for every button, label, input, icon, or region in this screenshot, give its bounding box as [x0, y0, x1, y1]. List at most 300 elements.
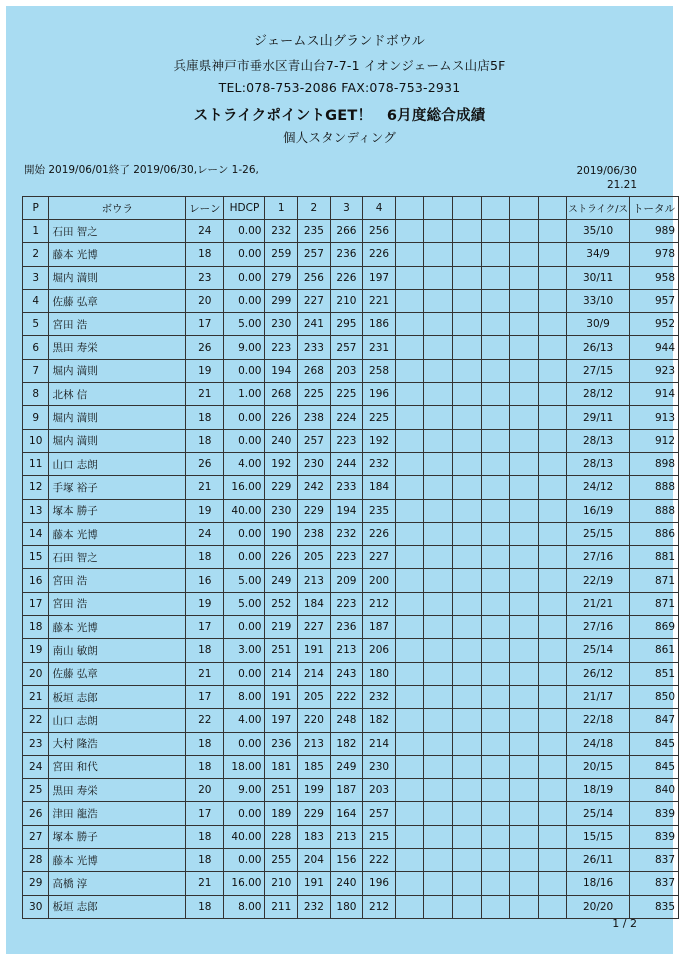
empty-cell	[424, 359, 453, 382]
lane-cell: 18	[186, 895, 224, 918]
empty-cell	[481, 522, 510, 545]
game3-cell: 223	[330, 546, 363, 569]
game3-cell: 187	[330, 779, 363, 802]
hdcp-cell: 4.00	[224, 709, 265, 732]
game1-cell: 226	[265, 406, 298, 429]
position-cell: 10	[23, 429, 49, 452]
game4-cell: 226	[363, 243, 396, 266]
game3-cell: 233	[330, 476, 363, 499]
empty-cell	[424, 406, 453, 429]
total-cell: 978	[629, 243, 678, 266]
empty-cell	[424, 825, 453, 848]
empty-cell	[538, 406, 567, 429]
bowler-name-cell: 堀内 満則	[49, 359, 186, 382]
table-row	[23, 662, 679, 685]
game3-cell: 213	[330, 825, 363, 848]
game1-cell: 189	[265, 802, 298, 825]
empty-cell	[510, 546, 539, 569]
empty-cell	[481, 429, 510, 452]
game4-cell: 180	[363, 662, 396, 685]
empty-cell	[510, 825, 539, 848]
game3-cell: 222	[330, 685, 363, 708]
game2-cell: 232	[298, 895, 331, 918]
game3-cell: 236	[330, 243, 363, 266]
empty-cell	[481, 266, 510, 289]
empty-cell	[424, 499, 453, 522]
empty-cell	[510, 872, 539, 895]
total-cell: 837	[629, 849, 678, 872]
empty-cell	[395, 825, 424, 848]
bowler-name-cell: 宮田 和代	[49, 755, 186, 778]
table-row	[23, 289, 679, 312]
game3-cell: 194	[330, 499, 363, 522]
game1-cell: 251	[265, 639, 298, 662]
game3-cell: 225	[330, 383, 363, 406]
strike-cell: 22/18	[567, 709, 630, 732]
table-row	[23, 429, 679, 452]
game3-cell: 203	[330, 359, 363, 382]
empty-cell	[395, 709, 424, 732]
empty-cell	[424, 849, 453, 872]
empty-cell	[395, 732, 424, 755]
empty-cell	[538, 243, 567, 266]
hdcp-cell: 0.00	[224, 522, 265, 545]
table-row	[23, 336, 679, 359]
position-cell: 26	[23, 802, 49, 825]
game1-cell: 210	[265, 872, 298, 895]
game4-cell: 186	[363, 313, 396, 336]
empty-cell	[510, 406, 539, 429]
game4-cell: 227	[363, 546, 396, 569]
col-header-empty	[424, 197, 453, 220]
empty-cell	[510, 709, 539, 732]
total-cell: 881	[629, 546, 678, 569]
bowler-name-cell: 堀内 満則	[49, 429, 186, 452]
empty-cell	[452, 522, 481, 545]
total-cell: 914	[629, 383, 678, 406]
table-row	[23, 313, 679, 336]
empty-cell	[538, 429, 567, 452]
game1-cell: 249	[265, 569, 298, 592]
position-cell: 25	[23, 779, 49, 802]
empty-cell	[452, 755, 481, 778]
bowler-name-cell: 津田 龍浩	[49, 802, 186, 825]
lane-cell: 20	[186, 779, 224, 802]
hdcp-cell: 18.00	[224, 755, 265, 778]
bowler-name-cell: 石田 智之	[49, 546, 186, 569]
game2-cell: 204	[298, 849, 331, 872]
lane-cell: 21	[186, 662, 224, 685]
game2-cell: 225	[298, 383, 331, 406]
total-cell: 871	[629, 592, 678, 615]
strike-cell: 20/20	[567, 895, 630, 918]
bowler-name-cell: 藤本 光博	[49, 616, 186, 639]
lane-cell: 17	[186, 685, 224, 708]
game1-cell: 219	[265, 616, 298, 639]
empty-cell	[510, 802, 539, 825]
empty-cell	[481, 289, 510, 312]
hdcp-cell: 9.00	[224, 779, 265, 802]
game4-cell: 215	[363, 825, 396, 848]
hdcp-cell: 16.00	[224, 872, 265, 895]
empty-cell	[510, 662, 539, 685]
position-cell: 1	[23, 220, 49, 243]
game4-cell: 232	[363, 685, 396, 708]
strike-cell: 27/16	[567, 546, 630, 569]
empty-cell	[481, 639, 510, 662]
total-cell: 923	[629, 359, 678, 382]
position-cell: 3	[23, 266, 49, 289]
strike-cell: 24/18	[567, 732, 630, 755]
game1-cell: 194	[265, 359, 298, 382]
game1-cell: 228	[265, 825, 298, 848]
empty-cell	[395, 336, 424, 359]
empty-cell	[424, 289, 453, 312]
game4-cell: 212	[363, 895, 396, 918]
game3-cell: 223	[330, 429, 363, 452]
hdcp-cell: 40.00	[224, 825, 265, 848]
strike-cell: 16/19	[567, 499, 630, 522]
game4-cell: 235	[363, 499, 396, 522]
empty-cell	[538, 569, 567, 592]
print-date: 2019/06/30	[576, 165, 637, 177]
total-cell: 898	[629, 452, 678, 475]
hdcp-cell: 8.00	[224, 685, 265, 708]
hdcp-cell: 5.00	[224, 592, 265, 615]
venue-contact: TEL:078-753-2086 FAX:078-753-2931	[218, 80, 461, 95]
empty-cell	[452, 709, 481, 732]
bowler-name-cell: 堀内 満則	[49, 266, 186, 289]
empty-cell	[538, 452, 567, 475]
game2-cell: 235	[298, 220, 331, 243]
empty-cell	[395, 872, 424, 895]
empty-cell	[538, 639, 567, 662]
empty-cell	[538, 592, 567, 615]
empty-cell	[395, 662, 424, 685]
empty-cell	[452, 336, 481, 359]
empty-cell	[538, 336, 567, 359]
bowler-name-cell: 黒田 寿栄	[49, 779, 186, 802]
game1-cell: 240	[265, 429, 298, 452]
bowler-name-cell: 石田 智之	[49, 220, 186, 243]
empty-cell	[538, 662, 567, 685]
game3-cell: 213	[330, 639, 363, 662]
game1-cell: 255	[265, 849, 298, 872]
empty-cell	[538, 359, 567, 382]
empty-cell	[452, 499, 481, 522]
period-info: 開始 2019/06/01終了 2019/06/30,レーン 1-26,	[24, 164, 259, 176]
table-row	[23, 569, 679, 592]
empty-cell	[481, 243, 510, 266]
game4-cell: 203	[363, 779, 396, 802]
empty-cell	[481, 849, 510, 872]
game3-cell: 249	[330, 755, 363, 778]
game4-cell: 206	[363, 639, 396, 662]
game2-cell: 230	[298, 452, 331, 475]
position-cell: 17	[23, 592, 49, 615]
total-cell: 847	[629, 709, 678, 732]
game1-cell: 279	[265, 266, 298, 289]
lane-cell: 18	[186, 429, 224, 452]
strike-cell: 35/10	[567, 220, 630, 243]
game1-cell: 252	[265, 592, 298, 615]
bowler-name-cell: 高橋 淳	[49, 872, 186, 895]
empty-cell	[510, 849, 539, 872]
position-cell: 22	[23, 709, 49, 732]
position-cell: 16	[23, 569, 49, 592]
empty-cell	[395, 359, 424, 382]
lane-cell: 16	[186, 569, 224, 592]
total-cell: 845	[629, 755, 678, 778]
lane-cell: 18	[186, 849, 224, 872]
empty-cell	[452, 313, 481, 336]
col-header-bowler: ボウラ	[49, 197, 186, 220]
empty-cell	[424, 755, 453, 778]
col-header-strike: ストライク/ス	[567, 197, 630, 220]
empty-cell	[452, 243, 481, 266]
game4-cell: 221	[363, 289, 396, 312]
strike-cell: 15/15	[567, 825, 630, 848]
total-cell: 839	[629, 802, 678, 825]
game1-cell: 197	[265, 709, 298, 732]
empty-cell	[538, 732, 567, 755]
col-header-game2: 2	[298, 197, 331, 220]
empty-cell	[481, 569, 510, 592]
game3-cell: 257	[330, 336, 363, 359]
position-cell: 14	[23, 522, 49, 545]
strike-cell: 18/16	[567, 872, 630, 895]
empty-cell	[452, 685, 481, 708]
col-header-game3: 3	[330, 197, 363, 220]
total-cell: 869	[629, 616, 678, 639]
empty-cell	[395, 802, 424, 825]
lane-cell: 21	[186, 476, 224, 499]
table-row	[23, 592, 679, 615]
game3-cell: 182	[330, 732, 363, 755]
venue-name: ジェームス山グランドボウル	[254, 34, 425, 49]
empty-cell	[538, 476, 567, 499]
empty-cell	[538, 266, 567, 289]
game2-cell: 213	[298, 569, 331, 592]
game2-cell: 205	[298, 546, 331, 569]
empty-cell	[481, 476, 510, 499]
bowler-name-cell: 山口 志朗	[49, 709, 186, 732]
position-cell: 11	[23, 452, 49, 475]
game4-cell: 258	[363, 359, 396, 382]
bowler-name-cell: 塚本 勝子	[49, 499, 186, 522]
empty-cell	[510, 685, 539, 708]
game1-cell: 226	[265, 546, 298, 569]
hdcp-cell: 5.00	[224, 569, 265, 592]
lane-cell: 18	[186, 546, 224, 569]
game1-cell: 229	[265, 476, 298, 499]
empty-cell	[452, 406, 481, 429]
empty-cell	[395, 243, 424, 266]
game3-cell: 243	[330, 662, 363, 685]
game4-cell: 230	[363, 755, 396, 778]
empty-cell	[395, 895, 424, 918]
game2-cell: 229	[298, 802, 331, 825]
game2-cell: 213	[298, 732, 331, 755]
position-cell: 12	[23, 476, 49, 499]
game2-cell: 229	[298, 499, 331, 522]
table-row	[23, 849, 679, 872]
game1-cell: 230	[265, 499, 298, 522]
col-header-game1: 1	[265, 197, 298, 220]
empty-cell	[452, 639, 481, 662]
total-cell: 888	[629, 499, 678, 522]
hdcp-cell: 9.00	[224, 336, 265, 359]
empty-cell	[481, 220, 510, 243]
position-cell: 24	[23, 755, 49, 778]
game1-cell: 299	[265, 289, 298, 312]
total-cell: 835	[629, 895, 678, 918]
strike-cell: 27/15	[567, 359, 630, 382]
bowler-name-cell: 宮田 浩	[49, 569, 186, 592]
strike-cell: 26/13	[567, 336, 630, 359]
table-header-row	[23, 197, 679, 220]
strike-cell: 22/19	[567, 569, 630, 592]
empty-cell	[395, 685, 424, 708]
empty-cell	[395, 499, 424, 522]
position-cell: 5	[23, 313, 49, 336]
bowler-name-cell: 藤本 光博	[49, 849, 186, 872]
table-row	[23, 359, 679, 382]
empty-cell	[538, 825, 567, 848]
empty-cell	[395, 266, 424, 289]
game3-cell: 266	[330, 220, 363, 243]
lane-cell: 18	[186, 243, 224, 266]
game2-cell: 185	[298, 755, 331, 778]
game3-cell: 210	[330, 289, 363, 312]
position-cell: 27	[23, 825, 49, 848]
strike-cell: 28/13	[567, 429, 630, 452]
empty-cell	[452, 383, 481, 406]
empty-cell	[452, 616, 481, 639]
bowler-name-cell: 大村 隆浩	[49, 732, 186, 755]
game1-cell: 192	[265, 452, 298, 475]
lane-cell: 20	[186, 289, 224, 312]
strike-cell: 25/14	[567, 802, 630, 825]
empty-cell	[424, 616, 453, 639]
empty-cell	[510, 779, 539, 802]
game4-cell: 196	[363, 872, 396, 895]
empty-cell	[452, 452, 481, 475]
hdcp-cell: 0.00	[224, 429, 265, 452]
total-cell: 839	[629, 825, 678, 848]
empty-cell	[510, 476, 539, 499]
hdcp-cell: 0.00	[224, 243, 265, 266]
empty-cell	[510, 499, 539, 522]
empty-cell	[481, 452, 510, 475]
empty-cell	[510, 522, 539, 545]
hdcp-cell: 0.00	[224, 616, 265, 639]
bowler-name-cell: 佐藤 弘章	[49, 289, 186, 312]
game2-cell: 242	[298, 476, 331, 499]
bowler-name-cell: 宮田 浩	[49, 313, 186, 336]
hdcp-cell: 0.00	[224, 732, 265, 755]
col-header-total: トータル	[629, 197, 678, 220]
table-row	[23, 452, 679, 475]
empty-cell	[481, 383, 510, 406]
empty-cell	[538, 709, 567, 732]
empty-cell	[481, 662, 510, 685]
table-row	[23, 220, 679, 243]
total-cell: 840	[629, 779, 678, 802]
game2-cell: 257	[298, 429, 331, 452]
print-datetime	[576, 164, 637, 192]
total-cell: 957	[629, 289, 678, 312]
empty-cell	[395, 429, 424, 452]
empty-cell	[481, 802, 510, 825]
empty-cell	[510, 266, 539, 289]
print-time: 21.21	[606, 179, 637, 191]
game2-cell: 184	[298, 592, 331, 615]
empty-cell	[395, 569, 424, 592]
empty-cell	[424, 802, 453, 825]
hdcp-cell: 0.00	[224, 546, 265, 569]
empty-cell	[481, 592, 510, 615]
strike-cell: 21/17	[567, 685, 630, 708]
venue-address: 兵庫県神戸市垂水区青山台7-7-1 イオンジェームス山店5F	[173, 58, 506, 73]
empty-cell	[538, 383, 567, 406]
standings-table	[22, 196, 679, 919]
lane-cell: 17	[186, 616, 224, 639]
hdcp-cell: 0.00	[224, 359, 265, 382]
game1-cell: 181	[265, 755, 298, 778]
empty-cell	[481, 359, 510, 382]
empty-cell	[538, 289, 567, 312]
game4-cell: 184	[363, 476, 396, 499]
empty-cell	[424, 266, 453, 289]
total-cell: 845	[629, 732, 678, 755]
lane-cell: 19	[186, 499, 224, 522]
position-cell: 18	[23, 616, 49, 639]
game3-cell: 180	[330, 895, 363, 918]
table-row	[23, 476, 679, 499]
lane-cell: 19	[186, 592, 224, 615]
game4-cell: 231	[363, 336, 396, 359]
empty-cell	[395, 476, 424, 499]
empty-cell	[424, 662, 453, 685]
game3-cell: 223	[330, 592, 363, 615]
strike-cell: 25/15	[567, 522, 630, 545]
total-cell: 861	[629, 639, 678, 662]
lane-cell: 17	[186, 313, 224, 336]
game3-cell: 232	[330, 522, 363, 545]
empty-cell	[510, 289, 539, 312]
empty-cell	[452, 220, 481, 243]
position-cell: 6	[23, 336, 49, 359]
lane-cell: 21	[186, 872, 224, 895]
col-header-empty	[481, 197, 510, 220]
total-cell: 952	[629, 313, 678, 336]
empty-cell	[510, 429, 539, 452]
game2-cell: 220	[298, 709, 331, 732]
empty-cell	[538, 685, 567, 708]
empty-cell	[481, 732, 510, 755]
game2-cell: 183	[298, 825, 331, 848]
bowler-name-cell: 南山 敏朗	[49, 639, 186, 662]
empty-cell	[452, 476, 481, 499]
empty-cell	[424, 452, 453, 475]
game2-cell: 191	[298, 639, 331, 662]
table-row	[23, 406, 679, 429]
empty-cell	[510, 755, 539, 778]
game4-cell: 182	[363, 709, 396, 732]
game1-cell: 232	[265, 220, 298, 243]
table-row	[23, 732, 679, 755]
